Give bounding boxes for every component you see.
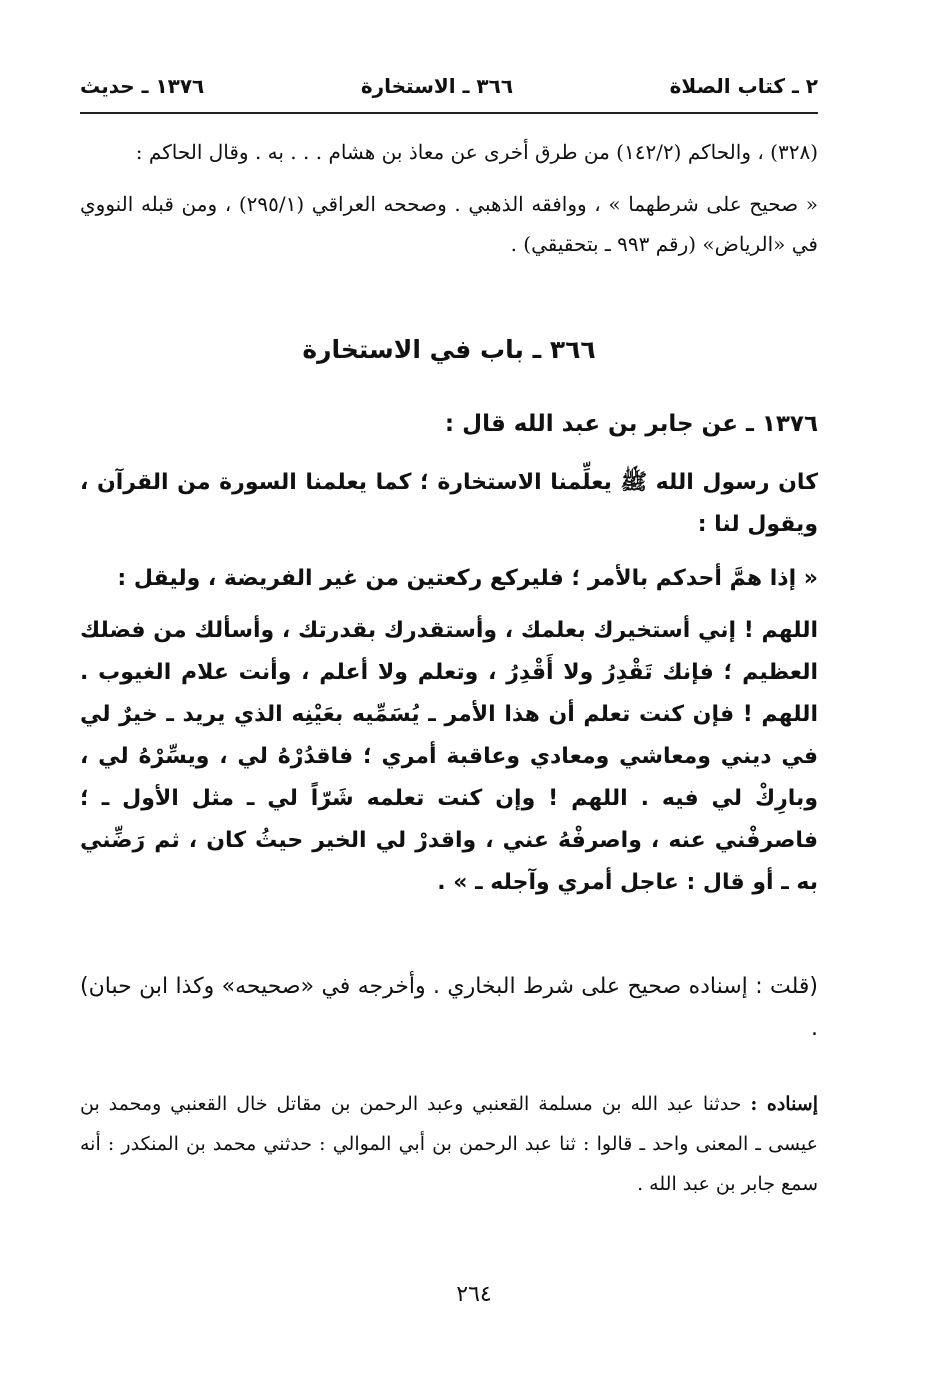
footnote-line-1: (٣٢٨) ، والحاكم (١٤٢/٢) من طرق أخرى عن معاذ بن هشام . . . به . وقال الحاكم :	[135, 140, 818, 164]
header-divider	[80, 112, 818, 114]
verification-comment: (قلت : إسناده صحيح على شرط البخاري . وأخرجه في «صحيحه» وكذا ابن حبان) .	[80, 974, 818, 1041]
hadith-text	[80, 462, 818, 904]
running-header	[80, 66, 818, 106]
isnad-label: إسناده :	[750, 1093, 819, 1115]
page-number: ٢٦٤	[456, 1282, 492, 1307]
header-hadith-number: ١٣٧٦ ـ حديث	[80, 74, 205, 98]
hadith-intro: كان رسول الله ﷺ يعلِّمنا الاستخارة ؛ كما يعلمنا السورة من القرآن ، ويقول لنا :	[80, 470, 818, 537]
chapter-title: ٣٦٦ ـ باب في الاستخارة	[302, 335, 596, 364]
hadith-heading: ١٣٧٦ ـ عن جابر بن عبد الله قال :	[444, 411, 818, 437]
hadith-instruction: « إذا همَّ أحدكم بالأمر ؛ فليركع ركعتين من غير الفريضة ، وليقل :	[117, 566, 818, 591]
isnad-paragraph	[80, 1084, 818, 1204]
isnad-text: حدثنا عبد الله بن مسلمة القعنبي وعبد الرحمن بن مقاتل خال القعنبي ومحمد بن عيسى ـ المعنى واحد ـ قالوا : ثنا عبد الرحمن بن أبي الموالي : حدثني محمد بن المنكدر : أنه سمع جابر بن عبد الله .	[80, 1093, 818, 1195]
header-book-title: ٢ ـ كتاب الصلاة	[669, 74, 818, 98]
hadith-dua: اللهم ! إني أستخيرك بعلمك ، وأستقدرك بقدرتك ، وأسألك من فضلك العظيم ؛ فإنك تَقْدِرُ ولا أَقْدِرُ ، وتعلم ولا أعلم ، وأنت علام الغيوب . اللهم ! فإن كنت تعلم أن هذا الأمر ـ يُسَمِّيه بعَيْنِه الذي يريد ـ خيرٌ لي في ديني ومعاشي ومعادي وعاقبة أمري ؛ فاقدُرْهُ لي ، ويسِّرْهُ لي ، وبارِكْ لي فيه . اللهم ! وإن كنت تعلمه شَرّاً لي ـ مثل الأول ـ ؛ فاصرفْني عنه ، واصرفْهُ عني ، واقدرْ لي الخير حيثُ كان ، ثم رَضِّني به ـ أو قال : عاجل أمري وآجله ـ » .	[80, 618, 818, 895]
footnote-continuation	[80, 132, 818, 264]
header-chapter-title: ٣٦٦ ـ الاستخارة	[360, 74, 514, 98]
footnote-line-2: « صحيح على شرطهما » ، ووافقه الذهبي . وصححه العراقي (٢٩٥/١) ، ومن قبله النووي في «الرياض» (رقم ٩٩٣ ـ بتحقيقي) .	[80, 192, 818, 256]
